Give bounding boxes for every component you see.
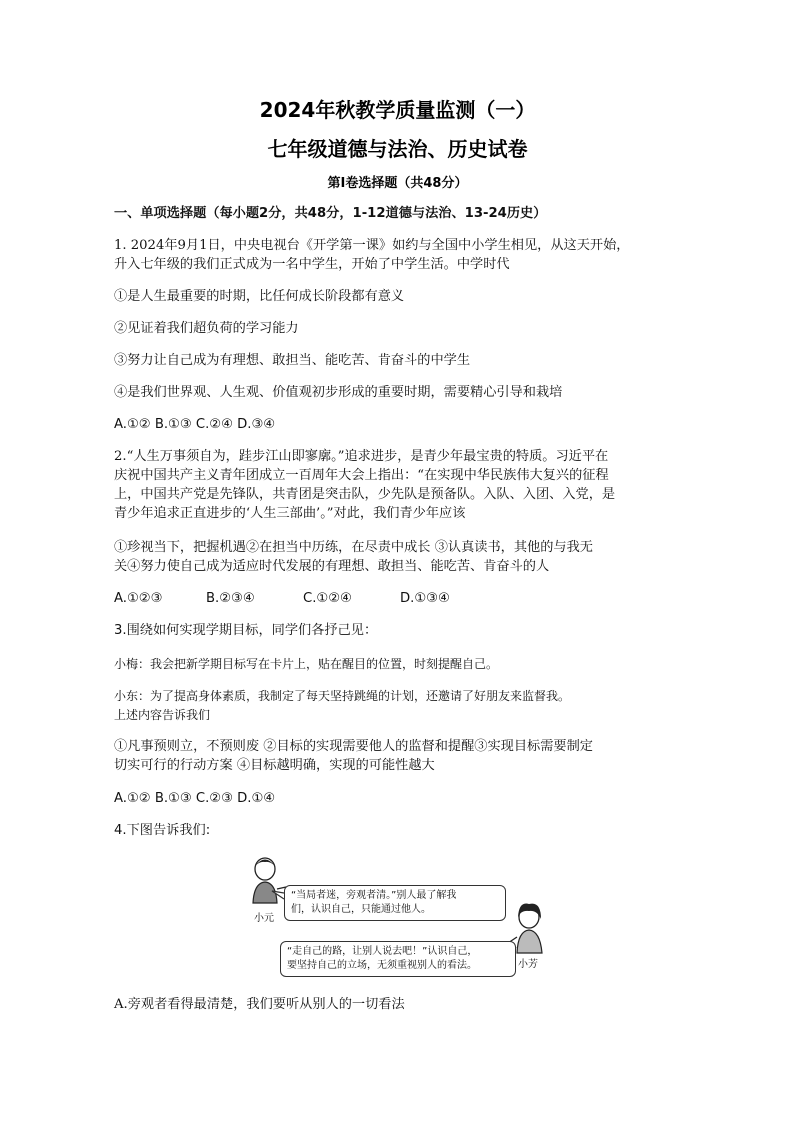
xiaoyuan-speech-bubble (284, 885, 506, 921)
bubble-1-line-2: 们，认识自己，只能通过他人。 (291, 904, 431, 915)
q1-options: A.①② B.①③ C.②④ D.③④ (114, 417, 276, 432)
exam-title: 2024年秋教学质量监测（一） (259, 98, 536, 122)
bubble-1-line-1: “当局者迷，旁观者清。”别人最了解我 (291, 890, 457, 901)
q2-stem-line-3: 上，中国共产党是先锋队，共青团是突击队，少先队是预备队。入队、入团、入党，是 (114, 487, 616, 502)
q2-stem-line-2: 庆祝中国共产主义青年团成立一百周年大会上指出：“在实现中华民族伟大复兴的征程 (114, 468, 609, 483)
q1-item-4: ④是我们世界观、人生观、价值观初步形成的重要时期，需要精心引导和栽培 (114, 385, 563, 400)
bubble-2-line-1: “走自己的路，让别人说去吧！”认识自己， (287, 946, 478, 957)
q2-stem-line-1: 2.“人生万事须自为，跬步江山即寥廓。”追求进步，是青少年最宝贵的特质。习近平在 (114, 449, 609, 464)
q4-illustration (250, 855, 550, 975)
q3-options: A.①② B.①③ C.②③ D.①④ (114, 791, 276, 806)
exam-subtitle: 七年级道德与法治、历史试卷 (267, 137, 528, 161)
volume-heading: 第Ⅰ卷选择题（共48分） (327, 176, 468, 191)
q3-item-line-1: ①凡事预则立，不预则废 ②目标的实现需要他人的监督和提醒③实现目标需要制定 (114, 739, 593, 754)
q2-option-d: D.①③④ (400, 591, 450, 606)
q3-stem: 3.围绕如何实现学期目标，同学们各抒己见： (114, 623, 378, 638)
q2-stem-line-4: 青少年追求正直进步的‘人生三部曲’。”对此，我们青少年应该 (114, 506, 466, 521)
name-xiaoyuan: 小元 (254, 913, 274, 924)
section-heading: 一、单项选择题（每小题2分，共48分，1-12道德与法治、13-24历史） (114, 206, 547, 221)
name-xiaofang: 小芳 (518, 959, 538, 970)
q1-item-2: ②见证着我们超负荷的学习能力 (114, 321, 299, 336)
q3-xiaomei-text: 小梅：我会把新学期目标写在卡片上，贴在醒目的位置，时刻提醒自己。 (114, 657, 499, 671)
q3-item-line-2: 切实可行的行动方案 ④目标越明确，实现的可能性越大 (114, 758, 435, 773)
q4-option-a: A.旁观者看得最清楚，我们要听从别人的一切看法 (114, 997, 405, 1012)
q1-stem-line-1: 1. 2024年9月1日，中央电视台《开学第一课》如约与全国中小学生相见，从这天开始， (114, 238, 630, 253)
q2-option-b: B.②③④ (206, 591, 255, 606)
q4-stem: 4.下图告诉我们: (114, 823, 211, 838)
q1-item-3: ③努力让自己成为有理想、敢担当、能吃苦、肯奋斗的中学生 (114, 353, 471, 368)
q2-item-line-2: 关④努力使自己成为适应时代发展的有理想、敢担当、能吃苦、肯奋斗的人 (114, 559, 550, 574)
q3-xiaodong-text: 小东：为了提高身体素质，我制定了每天坚持跳绳的计划，还邀请了好朋友来监督我。 (114, 689, 571, 703)
bubble-2-line-2: 要坚持自己的立场，无须重视别人的看法。 (287, 960, 477, 971)
q1-item-1: ①是人生最重要的时期，比任何成长阶段都有意义 (114, 289, 405, 304)
q2-item-line-1: ①珍视当下，把握机遇②在担当中历练，在尽责中成长 ③认真读书，其他的与我无 (114, 540, 593, 555)
xiaofang-speech-bubble (280, 941, 516, 977)
q2-option-c: C.①②④ (303, 591, 352, 606)
q3-conclusion-prompt: 上述内容告诉我们 (114, 708, 211, 722)
q2-option-a: A.①②③ (114, 591, 163, 606)
q1-stem-line-2: 升入七年级的我们正式成为一名中学生，开始了中学生活。中学时代 (114, 257, 510, 272)
